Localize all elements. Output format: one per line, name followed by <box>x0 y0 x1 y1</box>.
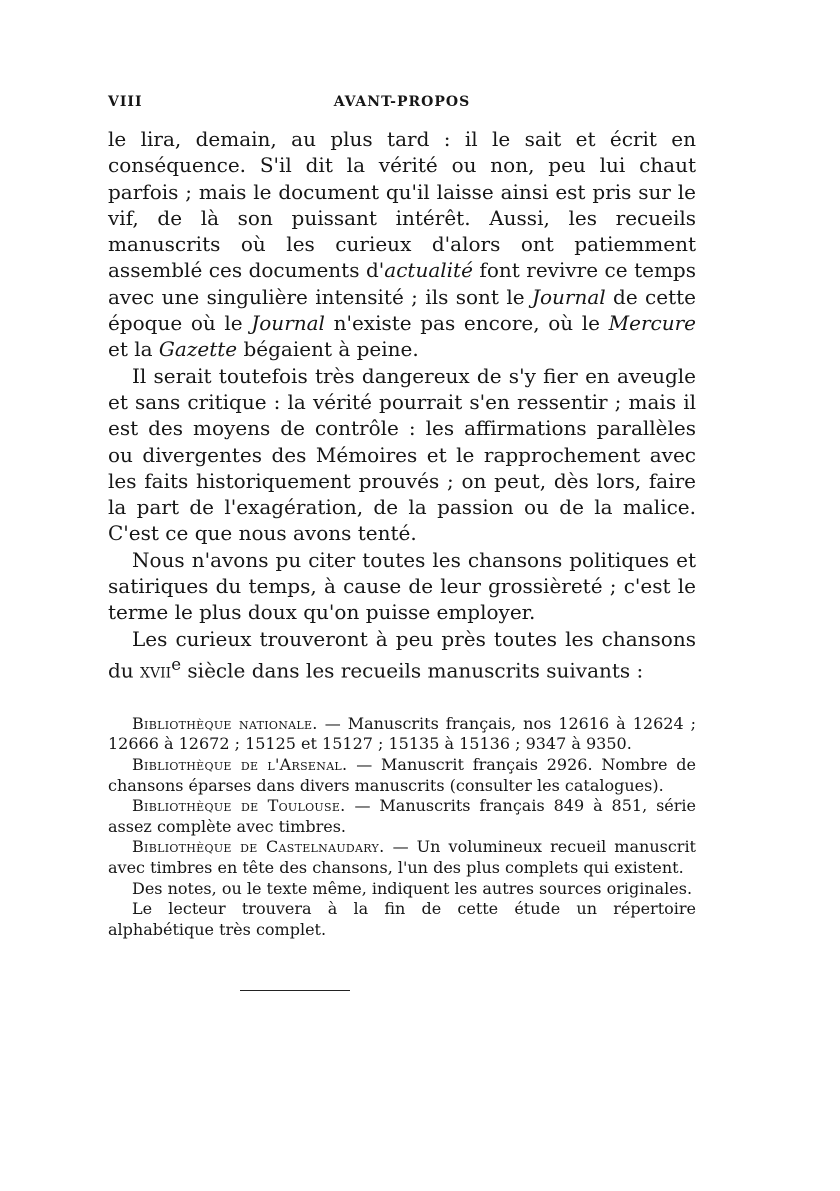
paragraph-4: Les curieux trouveront à peu près toutes les chansons du xvii$^e$ siècle dans les recueils manuscrits suivants : <box>108 626 696 683</box>
library-name: Bibliothèque de Castelnaudary. <box>132 837 385 857</box>
library-name: Bibliothèque de Toulouse. <box>132 796 346 816</box>
note-item: Bibliothèque de l'Arsenal. — Manuscrit français 2926. Nombre de chansons éparses dans divers manuscrits (consulter les catalogues). <box>108 755 696 795</box>
notes-section <box>108 714 696 941</box>
library-name: Bibliothèque nationale. <box>132 713 318 733</box>
note-item: Bibliothèque nationale. — Manuscrits français, nos 12616 à 12624 ; 12666 à 12672 ; 15125 et 15127 ; 15135 à 15136 ; 9347 à 9350. <box>108 713 697 754</box>
page-number: VIII <box>108 94 143 110</box>
note-item: Bibliothèque de Toulouse. — Manuscrits français 849 à 851, série assez complète avec timbres. <box>108 796 696 836</box>
library-name: Bibliothèque de l'Arsenal. <box>132 755 348 775</box>
paragraph-2: Il serait toutefois très dangereux de s'y fier en aveugle et sans critique : la vérité pourrait s'en ressentir ; mais il est des moyens de contrôle : les affirmations parallèles ou divergentes des Mémoires et le rapprochement avec les faits historiquement prouvés ; on peut, dès lors, faire la part de l'exagération, de la passion ou de la malice. C'est ce que nous avons tenté. <box>108 363 696 546</box>
note-item: Le lecteur trouvera à la fin de cette étude un répertoire alphabétique très complet. <box>108 899 696 939</box>
book-page <box>108 88 696 940</box>
paragraph-1: le lira, demain, au plus tard : il le sait et écrit en conséquence. S'il dit la vérité ou non, peu lui chaut parfois ; mais le document qu'il laisse ainsi est pris sur le vif, de là son puissant intérêt. Aussi, les recueils manuscrits où les curieux d'alors ont patiemment assemblé ces documents d'actualité font revivre ce temps avec une singulière intensité ; ils sont le Journal de cette époque où le Journal n'existe pas encore, où le Mercure et la Gazette bégaient à peine. <box>108 127 696 362</box>
emphasis-journal-2: Journal <box>251 311 325 336</box>
emphasis-actualite: actualité <box>384 258 473 283</box>
main-text <box>108 126 696 684</box>
running-title: AVANT-PROPOS <box>333 94 471 110</box>
emphasis-mercure: Mercure <box>608 311 696 336</box>
note-item: Des notes, ou le texte même, indiquent les autres sources originales. <box>132 878 693 898</box>
century-numeral: xvii <box>140 658 172 683</box>
running-head <box>108 88 696 118</box>
note-item: Bibliothèque de Castelnaudary. — Un volumineux recueil manuscrit avec timbres en tête des chansons, l'un des plus complets qui existent. <box>108 837 696 878</box>
century-superscript: e <box>171 654 182 674</box>
emphasis-journal: Journal <box>531 284 606 309</box>
end-rule <box>240 990 350 991</box>
paragraph-3: Nous n'avons pu citer toutes les chansons politiques et satiriques du temps, à cause de leur grossièreté ; c'est le terme le plus doux qu'on puisse employer. <box>108 547 696 625</box>
emphasis-gazette: Gazette <box>158 337 238 362</box>
